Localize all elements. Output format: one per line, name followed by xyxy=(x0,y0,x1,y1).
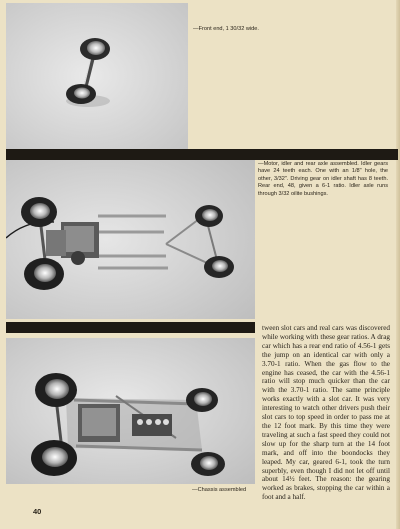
divider-bar xyxy=(6,322,255,333)
divider-bar xyxy=(6,149,398,160)
article-paragraph: tween slot cars and real cars was discovered while working with these gear ratios. A drag car which has a rear end ratio of 4.56-1 gets the jump on an identical car with only a 3.70-1 ratio. When the gas flow to the engine has ceased, the car with the 4.56-1 ratio will stop much quicker than the car with the 3.70-1 ratio. The same principle works exactly with a slot car. It was very interesting to watch other drivers push their slot cars to top speed in order to pass me at the 12 foot mark. By this time they were traveling at such a fast speed they could not slow up for the sharp turn at the 14 foot mark, and off into the boondocks they leaped. My car, geared 6-1, took the turn superbly, even though I did not let off until about 14½ feet. The reason: the gearing worked as brakes, stopping the car within a foot and a half. xyxy=(262,324,390,502)
motor-assembly-photo xyxy=(6,160,255,319)
chassis-photo xyxy=(6,338,255,484)
motor-caption: —Motor, idler and rear axle assembled. Idler gears have 24 teeth each. One with an 1/8" hole, the other, 3/32". Driving gear on idler shaft has 8 teeth. Rear end, 48, given a 6-1 ratio. Idler axle runs through 3/32 oilite bushings. xyxy=(258,161,388,197)
front-end-caption: —Front end, 1 30/32 wide. xyxy=(193,26,259,32)
page-number: 40 xyxy=(33,507,42,516)
article-text xyxy=(262,324,390,502)
chassis-caption: —Chassis assembled xyxy=(192,487,247,493)
page-edge xyxy=(396,0,400,529)
front-end-photo xyxy=(6,3,188,149)
